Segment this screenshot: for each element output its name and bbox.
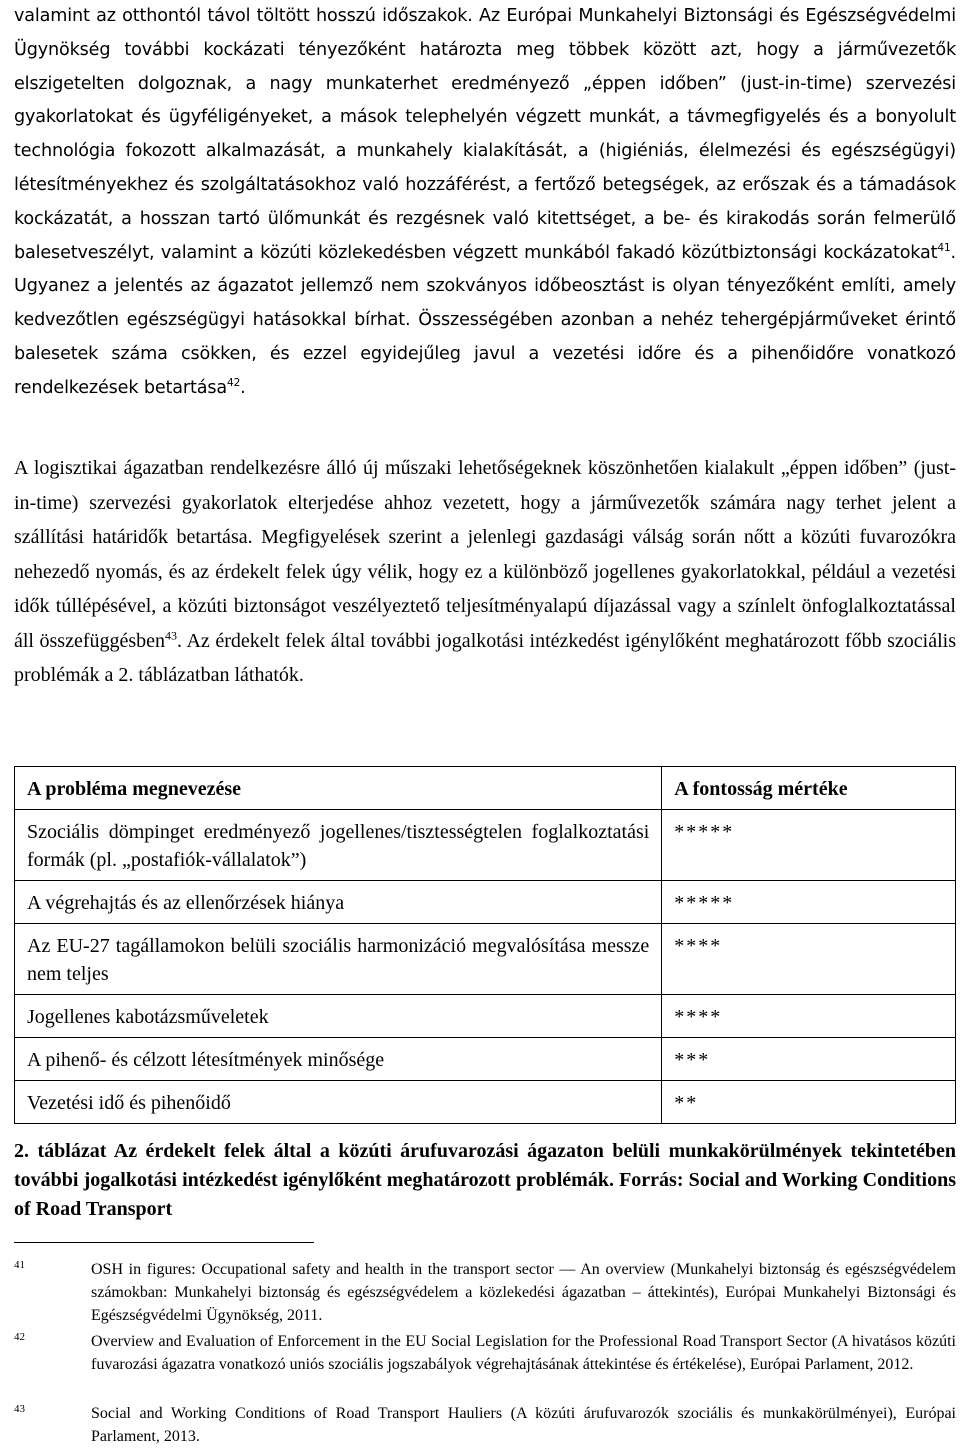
problem-cell: Jogellenes kabotázsműveletek xyxy=(15,995,662,1038)
paragraph-2-text: A logisztikai ágazatban rendelkezésre álló új műszaki lehetőségeknek köszönhetően kialakult „éppen időben” (just-in-time) szervezési gyakorlatok elterjedése ahhoz vezetett, hogy a járművezetők számára nagy terhet jelent a szállítási határidők betartása. Megfigyelések szerint a jelenlegi gazdasági válság során nőtt a közúti fuvarozókra nehezedő nyomás, és az érdekelt felek úgy vélik, hogy ez a különböző jogellenes gyakorlatokkal, például a vezetési idők túllépésével, a közúti biztonságot veszélyeztető teljesítményalapú díjazással vagy a színlelt önfoglalkoztatással áll összefüggésben xyxy=(14,457,956,652)
body-paragraph-1 xyxy=(14,0,956,406)
table-row xyxy=(15,1081,956,1124)
table-row xyxy=(15,1038,956,1081)
importance-rating: **** xyxy=(662,924,956,995)
problem-cell: Vezetési idő és pihenőidő xyxy=(15,1081,662,1124)
table-row xyxy=(15,995,956,1038)
footnote-41 xyxy=(14,1258,956,1327)
importance-rating: *** xyxy=(662,1038,956,1081)
importance-rating: ***** xyxy=(662,810,956,881)
table-row xyxy=(15,881,956,924)
footnote-separator xyxy=(14,1242,314,1243)
header-importance: A fontosság mértéke xyxy=(662,767,956,810)
importance-rating: ** xyxy=(662,1081,956,1124)
problem-cell: A pihenő- és célzott létesítmények minősége xyxy=(15,1038,662,1081)
problems-table xyxy=(14,766,956,1124)
footnote-text: Social and Working Conditions of Road Transport Hauliers (A közúti árufuvarozók szociális és munkakörülményei), Európai Parlament, 2013. xyxy=(91,1405,956,1445)
importance-rating: ***** xyxy=(662,881,956,924)
footnote-43 xyxy=(14,1402,956,1448)
importance-rating: **** xyxy=(662,995,956,1038)
paragraph-1-text: valamint az otthontól távol töltött hosszú időszakok. Az Európai Munkahelyi Biztonsági és Egészségvédelmi Ügynökség további kockázati tényezőként határozta meg többek között azt, hogy a járművezetők elszigetelten dolgoznak, a nagy munkaterhet eredményező „éppen időben” (just-in-time) szervezési gyakorlatokat és ügyféligényeket, a mások telephelyén végzett munkát, a távmegfigyelés és a bonyolult technológia fokozott alkalmazását, a munkahely kialakítását, a (higiéniás, élelmezési és egészségügyi) létesítményekhez és szolgáltatásokhoz való hozzáférést, a fertőző betegségek, az erőszak és a támadások kockázatát, a hosszan tartó ülőmunkát és rezgésnek való kitettséget, a be- és kirakodás során felmerülő balesetveszélyt, valamint a közúti közlekedésben végzett munkából fakadó közútbiztonsági kockázatokat xyxy=(14,6,956,263)
problem-cell: Az EU-27 tagállamokon belüli szociális harmonizáció megvalósítása messze nem teljes xyxy=(15,924,662,995)
table-row xyxy=(15,924,956,995)
footnote-ref-43[interactable]: 43 xyxy=(165,627,178,642)
paragraph-2-end: . Az érdekelt felek által további jogalkotási intézkedést igénylőként meghatározott főbb szociális problémák a 2. táblázatban láthatók. xyxy=(14,629,956,686)
footnote-text: Overview and Evaluation of Enforcement in the EU Social Legislation for the Professional Road Transport Sector (A hivatásos közúti fuvarozási ágazatra vonatkozó uniós szociális jogszabályok végrehajtásának áttekintése és értékelése), Európai Parlament, 2012. xyxy=(91,1333,956,1373)
footnote-number: 41 xyxy=(14,1259,25,1271)
paragraph-1-continuation: . Ugyanez a jelentés az ágazatot jellemző nem szokványos időbeosztást is olyan tényezőként említi, amely kedvezőtlen egészségügyi hatásokkal bírhat. Összességében azonban a nehéz tehergépjárműveket érintő balesetek száma csökken, és ezzel egyidejűleg javul a vezetési időre és a pihenőidőre vonatkozó rendelkezések betartása xyxy=(14,242,956,398)
problem-cell: Szociális dömpinget eredményező jogellenes/tisztességtelen foglalkoztatási formák (pl. „postafiók-vállalatok”) xyxy=(15,810,662,881)
footnote-ref-41[interactable]: 41 xyxy=(937,241,951,254)
table-row xyxy=(15,810,956,881)
header-problem-name: A probléma megnevezése xyxy=(15,767,662,810)
footnote-number: 43 xyxy=(14,1403,25,1415)
body-paragraph-2 xyxy=(14,451,956,693)
table-header-row xyxy=(15,767,956,810)
paragraph-1-end: . xyxy=(240,377,246,398)
footnote-text: OSH in figures: Occupational safety and health in the transport sector — An overview (Munkahelyi biztonság és egészségvédelem számokban: Munkahelyi biztonság és egészségvédelem a közlekedési ágazatban – áttekintés), Európai Munkahelyi Biztonsági és Egészségvédelmi Ügynökség, 2011. xyxy=(91,1261,956,1324)
footnote-ref-42[interactable]: 42 xyxy=(227,376,241,389)
footnote-number: 42 xyxy=(14,1331,25,1343)
table-caption: 2. táblázat Az érdekelt felek által a közúti árufuvarozási ágazaton belüli munkakörülmények tekintetében további jogalkotási intézkedést igénylőként meghatározott problémák. Forrás: Social and Working Conditions of Road Transport xyxy=(14,1140,956,1220)
problem-cell: A végrehajtás és az ellenőrzések hiánya xyxy=(15,881,662,924)
footnote-42 xyxy=(14,1330,956,1376)
